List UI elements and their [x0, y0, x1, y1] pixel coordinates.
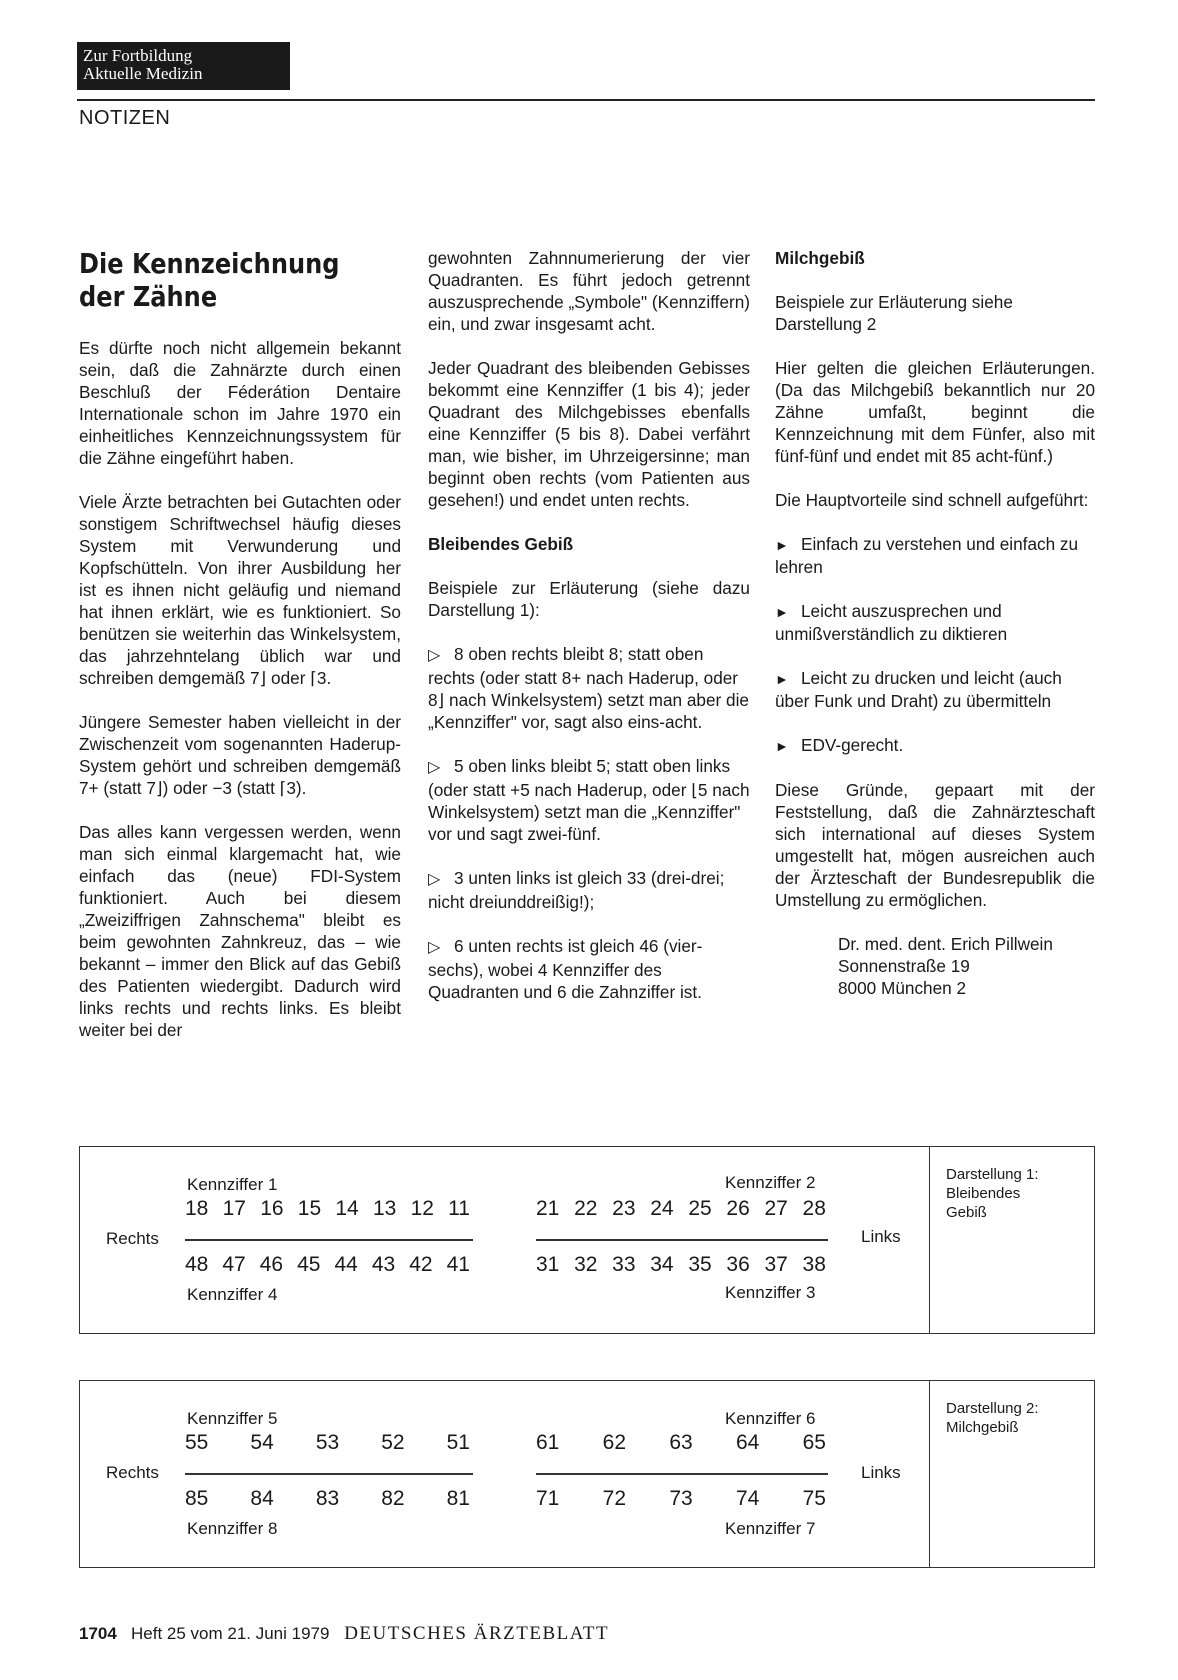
example-text: 6 unten rechts ist gleich 46 (vier-sechs), wobei 4 Kennziffer des Quadranten und 6 die Zahnziffer ist.	[428, 936, 703, 1002]
tooth-number: 74	[735, 1487, 760, 1510]
paragraph: Beispiele zur Erläuterung (siehe dazu Darstellung 1):	[428, 578, 750, 620]
author-city: 8000 München 2	[838, 978, 967, 998]
title-line-2: der Zähne	[79, 280, 218, 313]
paragraph: gewohnten Zahnnumerierung der vier Quadranten. Es führt jedoch getrennt auszusprechende „Symbole" (Kennziffern) ein, und zwar insgesamt acht.	[428, 248, 751, 334]
bullet-arrow-icon: ►	[775, 604, 789, 620]
divider-line	[185, 1473, 473, 1475]
tooth-number: 33	[612, 1253, 636, 1276]
quadrant-5-teeth	[185, 1431, 470, 1455]
title-line-1: Die Kennzeichnung	[79, 247, 340, 280]
bullet-arrow-icon: ►	[775, 671, 789, 687]
tooth-number: 83	[315, 1487, 340, 1510]
tooth-number: 52	[381, 1431, 405, 1454]
article-title	[79, 247, 346, 313]
tooth-number: 75	[802, 1487, 826, 1510]
caption-line: Darstellung 2:	[946, 1400, 1039, 1417]
side-left-label: Links	[861, 1227, 901, 1246]
tooth-number: 13	[372, 1197, 397, 1220]
tooth-number: 84	[250, 1487, 274, 1510]
quadrant-1-label: Kennziffer 1	[187, 1175, 278, 1194]
tooth-number: 38	[802, 1253, 826, 1276]
triangle-icon: ▷	[428, 871, 441, 888]
paragraph: Die Hauptvorteile sind schnell aufgeführt:	[775, 490, 1089, 510]
bullet-text: Leicht auszusprechen und unmißverständlich zu diktieren	[775, 601, 1008, 644]
side-right-label: Rechts	[106, 1463, 159, 1482]
section-label: NOTIZEN	[79, 107, 171, 129]
paragraph: Jüngere Semester haben vielleicht in der Zwischenzeit vom sogenannten Haderup-System gehört und schreiben demgemäß 7+ (statt 7⌋) oder −3 (statt ⌈3).	[79, 712, 401, 798]
subheading-bleibendes: Bleibendes Gebiß	[428, 534, 574, 554]
tooth-number: 22	[574, 1197, 598, 1220]
quadrant-5-label: Kennziffer 5	[187, 1409, 278, 1428]
tooth-number: 46	[259, 1253, 284, 1276]
tooth-number: 81	[446, 1487, 470, 1510]
tooth-number: 27	[764, 1197, 788, 1220]
quadrant-3-label: Kennziffer 3	[725, 1283, 816, 1302]
quadrant-8-teeth	[185, 1487, 470, 1511]
tooth-number: 54	[250, 1431, 274, 1454]
tooth-number: 16	[260, 1197, 284, 1220]
caption-line: Gebiß	[946, 1204, 987, 1221]
quadrant-2-label: Kennziffer 2	[725, 1173, 816, 1192]
tooth-number: 82	[381, 1487, 405, 1510]
column-1	[79, 337, 401, 1063]
caption-line: Bleibendes	[946, 1185, 1021, 1202]
quadrant-2-teeth	[536, 1197, 826, 1221]
badge-line-1: Zur Fortbildung	[83, 46, 193, 65]
bullet-item	[775, 600, 1095, 645]
tooth-number: 36	[726, 1253, 750, 1276]
section-badge	[77, 42, 290, 90]
tooth-number: 18	[185, 1197, 209, 1220]
paragraph: Das alles kann vergessen werden, wenn man sich einmal klargemacht hat, wie einfach das (neue) FDI-System funktioniert. Auch bei diesem „Zweiziffrigen Zahnschema" bleibt es beim gewohnten Zahnkreuz, das – wie bekannt – immer den Blick auf das Gebiß des Patienten wiedergibt. Dadurch wird links rechts und rechts links. Es bleibt weiter bei der	[79, 822, 401, 1040]
paragraph: Jeder Quadrant des bleibenden Gebisses bekommt eine Kennziffer (1 bis 4); jeder Quadrant des Milchgebisses ebenfalls eine Kennziffer (5 bis 8). Dabei verfährt man, wie bisher, im Uhrzeigersinne; man beginnt oben rechts (vom Patienten aus gesehen!) und endet unten rechts.	[428, 358, 750, 510]
diagram-caption	[929, 1147, 1094, 1333]
tooth-number: 55	[185, 1431, 209, 1454]
quadrant-6-label: Kennziffer 6	[725, 1409, 816, 1428]
magazine-name: DEUTSCHES ÄRZTEBLATT	[344, 1623, 610, 1644]
tooth-number: 85	[185, 1487, 209, 1510]
caption-line: Darstellung 1:	[946, 1166, 1039, 1183]
paragraph: Hier gelten die gleichen Erläuterungen. (Da das Milchgebiß bekanntlich nur 20 Zähne umfaßt, beginnt die Kennzeichnung mit dem Fünfer, also mit fünf-fünf und endet mit 85 acht-fünf.)	[775, 358, 1095, 466]
divider-line	[536, 1239, 828, 1241]
paragraph: Diese Gründe, gepaart mit der Feststellung, daß die Zahnärzteschaft sich international auf dieses System umgestellt hat, mögen ausreichen auch der Ärzteschaft der Bundesrepublik die Umstellung zu ermöglichen.	[775, 780, 1095, 910]
tooth-number: 73	[669, 1487, 693, 1510]
quadrant-7-teeth	[536, 1487, 826, 1511]
tooth-number: 61	[536, 1431, 560, 1454]
tooth-number: 34	[650, 1253, 674, 1276]
tooth-number: 48	[185, 1253, 209, 1276]
tooth-number: 32	[574, 1253, 598, 1276]
subheading-milchgebiss: Milchgebiß	[775, 248, 865, 268]
column-2	[428, 247, 750, 1025]
example-item	[428, 867, 750, 913]
diagram-caption	[929, 1381, 1094, 1567]
bullet-text: Leicht zu drucken und leicht (auch über Funk und Draht) zu übermitteln	[775, 668, 1062, 711]
tooth-number: 31	[536, 1253, 560, 1276]
tooth-number: 37	[764, 1253, 788, 1276]
bullet-item	[775, 734, 1095, 757]
example-text: 8 oben rechts bleibt 8; statt oben rechts (oder statt 8+ nach Haderup, oder 8⌋ nach Winkelsystem) setzt man aber die „Kennziffer" vor, sagt also eins-acht.	[428, 644, 749, 732]
tooth-number: 43	[371, 1253, 396, 1276]
page-number: 1704	[79, 1624, 117, 1643]
tooth-number: 51	[446, 1431, 470, 1454]
bullet-text: Einfach zu verstehen und einfach zu lehren	[775, 534, 1079, 577]
tooth-number: 11	[448, 1197, 470, 1220]
column-3	[775, 247, 1095, 1021]
tooth-number: 62	[602, 1431, 627, 1454]
tooth-number: 14	[335, 1197, 359, 1220]
quadrant-7-label: Kennziffer 7	[725, 1519, 816, 1538]
divider-line	[536, 1473, 828, 1475]
example-text: 3 unten links ist gleich 33 (drei-drei; nicht dreiunddreißig!);	[428, 868, 725, 912]
quadrant-4-teeth	[185, 1253, 470, 1277]
tooth-number: 12	[410, 1197, 434, 1220]
tooth-number: 53	[315, 1431, 340, 1454]
author-name: Dr. med. dent. Erich Pillwein	[838, 934, 1053, 954]
paragraph: Beispiele zur Erläuterung siehe Darstellung 2	[775, 292, 1013, 334]
tooth-number: 28	[802, 1197, 826, 1220]
badge-line-2: Aktuelle Medizin	[83, 64, 203, 83]
tooth-number: 45	[297, 1253, 321, 1276]
tooth-number: 72	[602, 1487, 627, 1510]
tooth-number: 25	[688, 1197, 712, 1220]
bullet-item	[775, 533, 1095, 578]
bullet-item	[775, 667, 1095, 712]
triangle-icon: ▷	[428, 939, 441, 956]
tooth-number: 26	[726, 1197, 750, 1220]
caption-line: Milchgebiß	[946, 1419, 1019, 1436]
divider-line	[185, 1239, 473, 1241]
tooth-number: 35	[688, 1253, 712, 1276]
example-item	[428, 935, 750, 1003]
tooth-number: 17	[222, 1197, 246, 1220]
triangle-icon: ▷	[428, 759, 441, 776]
tooth-number: 42	[409, 1253, 433, 1276]
example-item	[428, 643, 750, 733]
side-right-label: Rechts	[106, 1229, 159, 1248]
quadrant-1-teeth	[185, 1197, 470, 1221]
diagram-permanent-teeth	[79, 1146, 1095, 1334]
quadrant-6-teeth	[536, 1431, 826, 1455]
tooth-number: 41	[446, 1253, 470, 1276]
bullet-arrow-icon: ►	[775, 537, 789, 553]
header-rule	[77, 99, 1095, 101]
tooth-number: 15	[297, 1197, 322, 1220]
author-street: Sonnenstraße 19	[838, 956, 970, 976]
tooth-number: 65	[802, 1431, 826, 1454]
paragraph: Viele Ärzte betrachten bei Gutachten oder sonstigem Schriftwechsel häufig dieses System mit Verwunderung und Kopfschütteln. Von ihrer Ausbildung her ist es ihnen nicht geläufig und niemand hat ihnen erklärt, wie es funktioniert. So benützen sie weiterhin das Winkelsystem, das jahrzehntelang üblich war und schreiben demgemäß 7⌋ oder ⌈3.	[79, 492, 401, 688]
page-footer	[79, 1623, 609, 1645]
issue-info: Heft 25 vom 21. Juni 1979	[131, 1624, 330, 1643]
tooth-number: 44	[334, 1253, 358, 1276]
tooth-number: 47	[222, 1253, 246, 1276]
tooth-number: 63	[669, 1431, 693, 1454]
author-signature	[838, 933, 1095, 999]
example-item	[428, 755, 750, 845]
paragraph: Es dürfte noch nicht allgemein bekannt sein, daß die Zahnärzte durch einen Beschluß der Féderátion Dentaire Internationale schon im Jahre 1970 ein einheitliches Kennzeichnungssystem für die Zähne eingeführt haben.	[79, 338, 401, 468]
bullet-arrow-icon: ►	[775, 738, 789, 754]
tooth-number: 24	[650, 1197, 674, 1220]
quadrant-8-label: Kennziffer 8	[187, 1519, 278, 1538]
tooth-number: 64	[735, 1431, 760, 1454]
quadrant-4-label: Kennziffer 4	[187, 1285, 278, 1304]
quadrant-3-teeth	[536, 1253, 826, 1277]
bullet-text: EDV-gerecht.	[801, 735, 904, 755]
triangle-icon: ▷	[428, 647, 441, 664]
side-left-label: Links	[861, 1463, 901, 1482]
tooth-number: 71	[536, 1487, 560, 1510]
diagram-primary-teeth	[79, 1380, 1095, 1568]
tooth-number: 23	[612, 1197, 636, 1220]
tooth-number: 21	[536, 1197, 560, 1220]
example-text: 5 oben links bleibt 5; statt oben links (oder statt +5 nach Haderup, oder ⌊5 nach Winkelsystem) setzt man die „Kennziffer" vor und sagt zwei-fünf.	[428, 756, 750, 844]
